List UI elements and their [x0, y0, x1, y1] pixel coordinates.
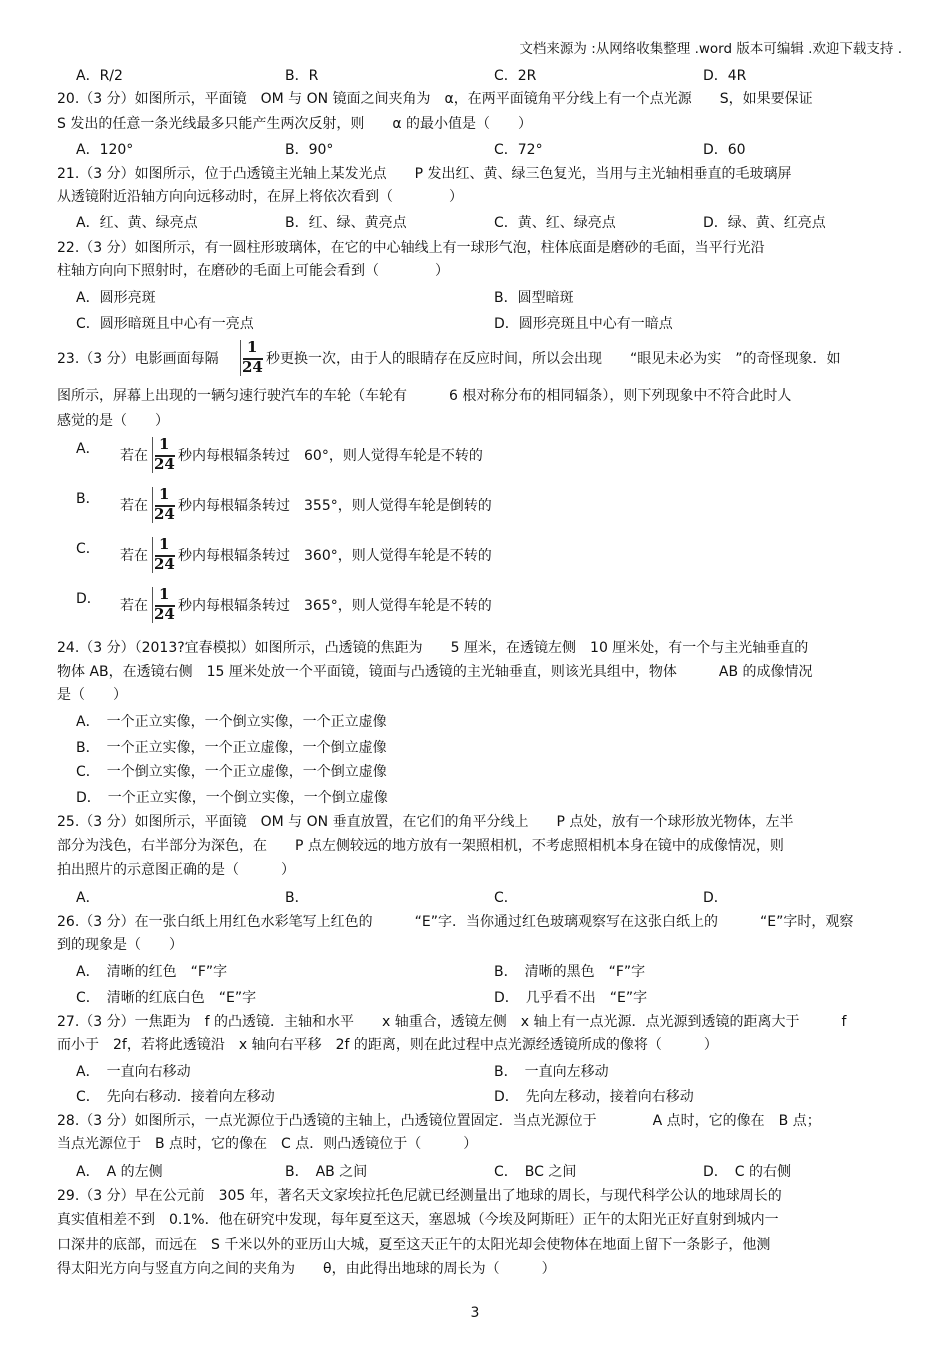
- q28-option-c: C． BC 之间: [494, 1164, 577, 1180]
- fraction-numerator: 1: [159, 435, 170, 453]
- q25-option-a: A．: [76, 890, 100, 906]
- q25-line-3: 拍出照片的示意图正确的是（ ）: [57, 862, 295, 878]
- q23-option-c-prefix: 若在: [120, 548, 148, 564]
- q26-option-a: A． 清晰的红色 “F”字: [76, 964, 228, 980]
- page-number: 3: [470, 1305, 480, 1321]
- q23-option-b-label: B．: [76, 491, 100, 507]
- q23-line-2: 图所示，屏幕上出现的一辆匀速行驶汽车的车轮（车轮有 6 根对称分布的相同辐条），则下列现象中不符合此时人: [57, 388, 792, 404]
- q19-option-a: A．R/2: [76, 68, 123, 84]
- q23-option-a-label: A．: [76, 441, 100, 457]
- q28-option-d: D． C 的右侧: [703, 1164, 792, 1180]
- q26-option-b: B． 清晰的黑色 “F”字: [494, 964, 646, 980]
- q22-line-2: 柱轴方向向下照射时，在磨砂的毛面上可能会看到（ ）: [57, 263, 449, 279]
- q25-option-b: B．: [285, 890, 309, 906]
- q23-line-1-end: 秒更换一次，由于人的眼睛存在反应时间，所以会出现 “眼见未必为实 ”的奇怪现象．如: [266, 351, 841, 367]
- q23-option-d-text: 秒内每根辐条转过 365°，则人觉得车轮是不转的: [178, 598, 492, 614]
- document-source-header: 文档来源为 :从网络收集整理 .word 版本可编辑 .欢迎下载支持 .: [519, 41, 902, 57]
- q25-option-d: D．: [703, 890, 728, 906]
- q24-line-2: 物体 AB，在透镜右侧 15 厘米处放一个平面镜，镜面与凸透镜的主光轴垂直，则该光具组中，物体 AB 的成像情况: [57, 664, 813, 680]
- fraction-numerator: 1: [247, 338, 258, 356]
- q19-option-c: C．2R: [494, 68, 537, 84]
- q24-option-b: B． 一个正立实像，一个正立虚像，一个倒立虚像: [76, 740, 387, 756]
- q23-option-b-fraction: [152, 487, 178, 523]
- fraction-numerator: 1: [159, 535, 170, 553]
- q24-option-c: C． 一个倒立实像，一个正立虚像，一个倒立虚像: [76, 764, 387, 780]
- q20-line-1: 20.（3 分）如图所示，平面镜 OM 与 ON 镜面之间夹角为 α，在两平面镜角平分线上有一个点光源 S，如果要保证: [57, 91, 813, 107]
- q24-line-1: 24.（3 分）（2013?宜春模拟）如图所示，凸透镜的焦距为 5 厘米，在透镜左侧 10 厘米处，有一个与主光轴垂直的: [57, 640, 809, 656]
- fraction-denominator: 24: [154, 455, 175, 473]
- q20-option-b: B．90°: [285, 142, 334, 158]
- q28-option-a: A． A 的左侧: [76, 1164, 163, 1180]
- q23-line-1-start: 23.（3 分）电影画面每隔: [57, 351, 219, 367]
- q23-fraction: [240, 340, 266, 376]
- q27-option-b: B． 一直向左移动: [494, 1064, 609, 1080]
- q28-line-1: 28.（3 分）如图所示，一点光源位于凸透镜的主轴上，凸透镜位置固定．当点光源位于 A 点时，它的像在 B 点；: [57, 1113, 821, 1129]
- q23-option-d-fraction: [152, 587, 178, 623]
- q23-option-c-fraction: [152, 537, 178, 573]
- q23-option-c-label: C．: [76, 541, 100, 557]
- q29-line-3: 口深井的底部，而远在 S 千米以外的亚历山大城，夏至这天正午的太阳光却会使物体在地面上留下一条影子，他测: [57, 1237, 771, 1253]
- q27-line-2: 而小于 2f，若将此透镜沿 x 轴向右平移 2f 的距离，则在此过程中点光源经透镜所成的像将（ ）: [57, 1037, 718, 1053]
- q25-line-2: 部分为浅色，右半部分为深色，在 P 点左侧较远的地方放有一架照相机，不考虑照相机本身在镜中的成像情况，则: [57, 838, 784, 854]
- q28-option-b: B． AB 之间: [285, 1164, 368, 1180]
- q21-option-c: C．黄、红、绿亮点: [494, 215, 616, 231]
- q27-line-1: 27.（3 分）一焦距为 f 的凸透镜．主轴和水平 x 轴重合，透镜左侧 x 轴上有一点光源．点光源到透镜的距离大于 f: [57, 1014, 847, 1030]
- q22-option-b: B．圆型暗斑: [494, 290, 574, 306]
- q23-option-a-fraction: [152, 437, 178, 473]
- q22-line-1: 22.（3 分）如图所示，有一圆柱形玻璃体，在它的中心轴线上有一球形气泡，柱体底面是磨砂的毛面，当平行光沿: [57, 240, 765, 256]
- q24-option-d: D． 一个正立实像，一个倒立实像，一个倒立虚像: [76, 790, 388, 806]
- q21-option-b: B．红、绿、黄亮点: [285, 215, 407, 231]
- q29-line-4: 得太阳光方向与竖直方向之间的夹角为 θ，由此得出地球的周长为（ ）: [57, 1261, 556, 1277]
- fraction-denominator: 24: [154, 605, 175, 623]
- q22-option-a: A．圆形亮斑: [76, 290, 156, 306]
- q26-option-d: D． 几乎看不出 “E”字: [494, 990, 648, 1006]
- fraction-denominator: 24: [154, 555, 175, 573]
- q21-option-d: D．绿、黄、红亮点: [703, 215, 826, 231]
- q27-option-d: D． 先向左移动，接着向右移动: [494, 1089, 694, 1105]
- q26-line-2: 到的现象是（ ）: [57, 937, 183, 953]
- fraction-numerator: 1: [159, 585, 170, 603]
- q25-line-1: 25.（3 分）如图所示，平面镜 OM 与 ON 垂直放置，在它们的角平分线上 P 点处，放有一个球形放光物体，左半: [57, 814, 794, 830]
- q25-option-c: C．: [494, 890, 518, 906]
- q20-line-2: S 发出的任意一条光线最多只能产生两次反射，则 α 的最小值是（ ）: [57, 116, 533, 132]
- q20-option-d: D．60: [703, 142, 746, 158]
- q23-option-b-text: 秒内每根辐条转过 355°，则人觉得车轮是倒转的: [178, 498, 492, 514]
- q21-line-1: 21.（3 分）如图所示，位于凸透镜主光轴上某发光点 P 发出红、黄、绿三色复光，当用与主光轴相垂直的毛玻璃屏: [57, 166, 792, 182]
- q23-option-d-label: D．: [76, 591, 101, 607]
- q29-line-1: 29.（3 分）早在公元前 305 年，著名天文家埃拉托色尼就已经测量出了地球的周长，与现代科学公认的地球周长的: [57, 1188, 782, 1204]
- fraction-denominator: 24: [242, 358, 263, 376]
- q23-option-b-prefix: 若在: [120, 498, 148, 514]
- q24-line-3: 是（ ）: [57, 687, 127, 703]
- q19-option-d: D．4R: [703, 68, 747, 84]
- fraction-numerator: 1: [159, 485, 170, 503]
- q26-option-c: C． 清晰的红底白色 “E”字: [76, 990, 257, 1006]
- q23-option-c-text: 秒内每根辐条转过 360°，则人觉得车轮是不转的: [178, 548, 492, 564]
- q21-option-a: A．红、黄、绿亮点: [76, 215, 198, 231]
- q22-option-c: C．圆形暗斑且中心有一亮点: [76, 316, 254, 332]
- q24-option-a: A． 一个正立实像，一个倒立实像，一个正立虚像: [76, 714, 387, 730]
- q26-line-1: 26.（3 分）在一张白纸上用红色水彩笔写上红色的 “E”字．当你通过红色玻璃观察写在这张白纸上的 “E”字时，观察: [57, 914, 854, 930]
- q21-line-2: 从透镜附近沿轴方向向远移动时，在屏上将依次看到（ ）: [57, 189, 463, 205]
- q23-option-d-prefix: 若在: [120, 598, 148, 614]
- q22-option-d: D．圆形亮斑且中心有一暗点: [494, 316, 673, 332]
- q27-option-a: A． 一直向右移动: [76, 1064, 191, 1080]
- fraction-denominator: 24: [154, 505, 175, 523]
- q19-option-b: B．R: [285, 68, 319, 84]
- q20-option-a: A．120°: [76, 142, 134, 158]
- q23-line-3: 感觉的是（ ）: [57, 413, 169, 429]
- q23-option-a-text: 秒内每根辐条转过 60°，则人觉得车轮是不转的: [178, 448, 483, 464]
- q29-line-2: 真实值相差不到 0.1%．他在研究中发现，每年夏至这天，塞恩城（今埃及阿斯旺）正午的太阳光正好直射到城内一: [57, 1212, 779, 1228]
- q28-line-2: 当点光源位于 B 点时，它的像在 C 点．则凸透镜位于（ ）: [57, 1136, 478, 1152]
- q20-option-c: C．72°: [494, 142, 543, 158]
- q27-option-c: C． 先向右移动．接着向左移动: [76, 1089, 275, 1105]
- q23-option-a-prefix: 若在: [120, 448, 148, 464]
